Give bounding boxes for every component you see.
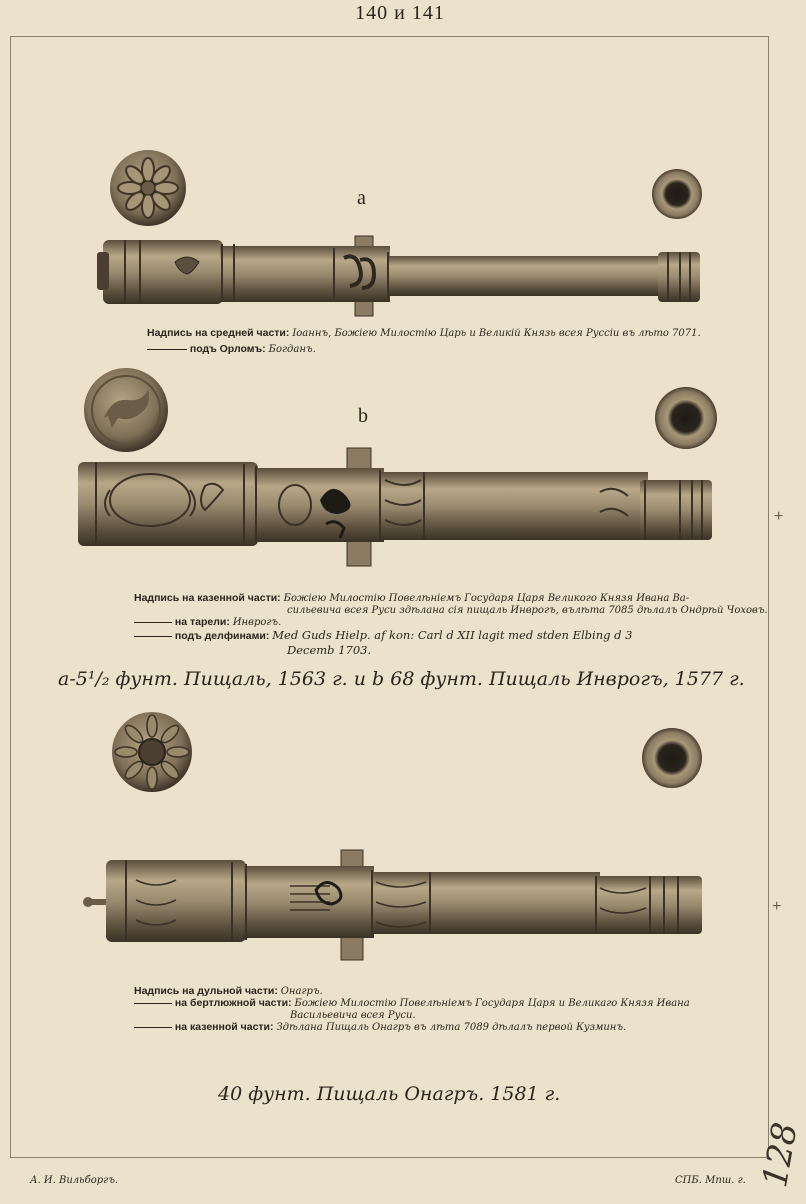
cannon-c-barrel <box>83 850 702 960</box>
cannon-a-caption-line1 <box>147 327 701 339</box>
plate-title-c: 40 фунт. Пищаль Онагръ. 1581 г. <box>218 1083 561 1105</box>
cannon-b-caption-line4 <box>134 628 632 642</box>
ditto-rule <box>134 636 172 637</box>
caption-label: Надпись на средней части: <box>147 327 290 339</box>
cannon-c-caption-line2 <box>134 997 690 1009</box>
caption-text: сильевича всея Руси здѣлана сія пищаль Инврогъ, вълѣта 7085 дѣлалъ Ондрѣй Чоховъ. <box>287 605 768 616</box>
cannon-a-letter: a <box>357 187 366 209</box>
caption-text: Іоаннъ, Божіею Милостію Царь и Великій Князь всея Руссіи въ лѣто 7071. <box>292 328 701 339</box>
cannon-a-caption-line2 <box>147 343 316 355</box>
ditto-rule <box>134 1003 172 1004</box>
caption-text: Инврогъ. <box>232 617 282 628</box>
caption-label: Надпись на казенной части: <box>134 592 281 604</box>
cannon-a-barrel <box>97 236 700 316</box>
cannon-c-caption-line4 <box>134 1021 626 1033</box>
caption-label: подъ Орломъ: <box>189 343 266 355</box>
registration-mark: + <box>774 508 784 525</box>
cannon-b-caption-line3 <box>134 616 281 628</box>
caption-label: подъ делфинами: <box>174 630 270 642</box>
cannon-a-muzzle-view <box>652 169 702 219</box>
cannon-c-breech-rosette <box>112 712 192 792</box>
cannon-b-breech-medallion <box>84 368 168 452</box>
caption-text: Васильевича всея Руси. <box>290 1010 416 1021</box>
caption-text: Здѣлана Пищаль Онагръ въ лѣта 7089 дѣлалъ первой Кузминъ. <box>276 1022 627 1033</box>
caption-text: Онагръ. <box>280 986 323 997</box>
cannon-b-caption-line1 <box>134 592 689 604</box>
cannon-b-muzzle-view <box>655 387 717 449</box>
cannon-c-caption-line3 <box>290 1009 416 1021</box>
ditto-rule <box>147 349 187 350</box>
caption-text: Med Guds Hielp. af kon: Carl d XII lagit med stden Elbing d 3 <box>272 628 633 642</box>
caption-label: на казенной части: <box>174 1021 274 1033</box>
handwritten-number: 128 <box>755 1119 806 1191</box>
ditto-rule <box>134 622 172 623</box>
cannon-b-caption-line5 <box>287 643 371 657</box>
cannon-c-muzzle-view <box>642 728 702 788</box>
publisher-left: А. И. Вильборгъ. <box>30 1175 119 1186</box>
page-numbers: 140 и 141 <box>355 2 445 24</box>
caption-label: на тарели: <box>174 616 230 628</box>
caption-text: Богданъ. <box>268 344 316 355</box>
caption-text: Decemb 1703. <box>287 643 372 657</box>
cannon-b-caption-line2 <box>287 604 768 616</box>
publisher-right: СПБ. Мпш. г. <box>675 1175 746 1186</box>
cannon-b-letter: b <box>358 405 368 427</box>
caption-label: Надпись на дульной части: <box>134 985 278 997</box>
ditto-rule <box>134 1027 172 1028</box>
registration-mark: + <box>772 898 782 915</box>
caption-text: Божіею Милостію Повелѣніемъ Государя Царя и Великаго Князя Ивана <box>294 998 690 1009</box>
plate-title-ab: a-5¹/₂ фунт. Пищаль, 1563 г. и b 68 фунт. Пищаль Инврогъ, 1577 г. <box>58 668 745 690</box>
cannon-a-breech-rosette <box>110 150 186 226</box>
caption-text: Божіею Милостію Повелѣніемъ Государя Царя Великого Князя Ивана Ва- <box>283 593 690 604</box>
caption-label: на бертлюжной части: <box>174 997 292 1009</box>
cannon-c-caption-line1 <box>134 985 323 997</box>
cannon-b-barrel <box>78 448 712 566</box>
